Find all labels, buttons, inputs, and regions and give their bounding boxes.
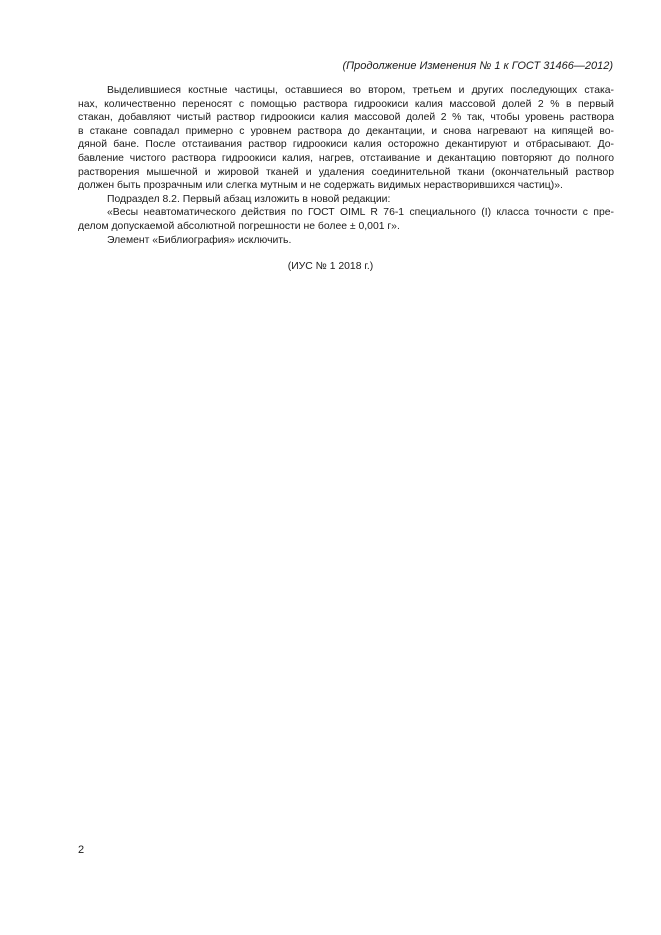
- paragraph-bibliography: [78, 234, 614, 248]
- text-line: в стакане совпадал примерно с уровнем раствора до декантации, и снова нагревают на кипящей во-: [78, 125, 614, 137]
- paragraph-bone-particles: [78, 84, 614, 193]
- text-line: Выделившиеся костные частицы, оставшиеся во втором, третьем и других последующих стака-: [107, 85, 614, 96]
- text-line: делом допускаемой абсолютной погрешности не более ± 0,001 г».: [78, 220, 400, 232]
- amendment-text: [78, 84, 614, 247]
- paragraph-scales-quote: [78, 206, 614, 233]
- text-line: «Весы неавтоматического действия по ГОСТ OIML R 76-1 специального (I) класса точности с пре-: [107, 207, 614, 219]
- source-note: (ИУС № 1 2018 г.): [287, 261, 374, 272]
- text-line: растворения мышечной и жировой тканей и удаления соединительной ткани (окончательный раствор: [78, 166, 614, 178]
- text-line: должен быть прозрачным или слегка мутным и не содержать видимых нерастворившихся частиц)».: [78, 180, 563, 192]
- text-line: дяной бане. После отстаивания раствор гидроокиси калия осторожно декантируют и отбрасывают. До-: [78, 139, 614, 151]
- text-line: Элемент «Библиография» исключить.: [107, 234, 292, 246]
- text-line: бавление чистого раствора гидроокиси калия, нагрев, отстаивание и декантацию повторяют до полного: [78, 152, 614, 164]
- text-line: стакан, добавляют чистый раствор гидроокиси калия массовой долей 2 % так, чтобы уровень раствора: [78, 112, 614, 124]
- continuation-header: (Продолжение Изменения № 1 к ГОСТ 31466—2012): [342, 60, 613, 72]
- page-number: 2: [78, 844, 85, 856]
- text-line: Подраздел 8.2. Первый абзац изложить в новой редакции:: [107, 193, 391, 205]
- text-line: нах, количественно переносят с помощью раствора гидроокиси калия массовой долей 2 % в первый: [78, 98, 614, 110]
- paragraph-subsection-8-2: [78, 193, 614, 207]
